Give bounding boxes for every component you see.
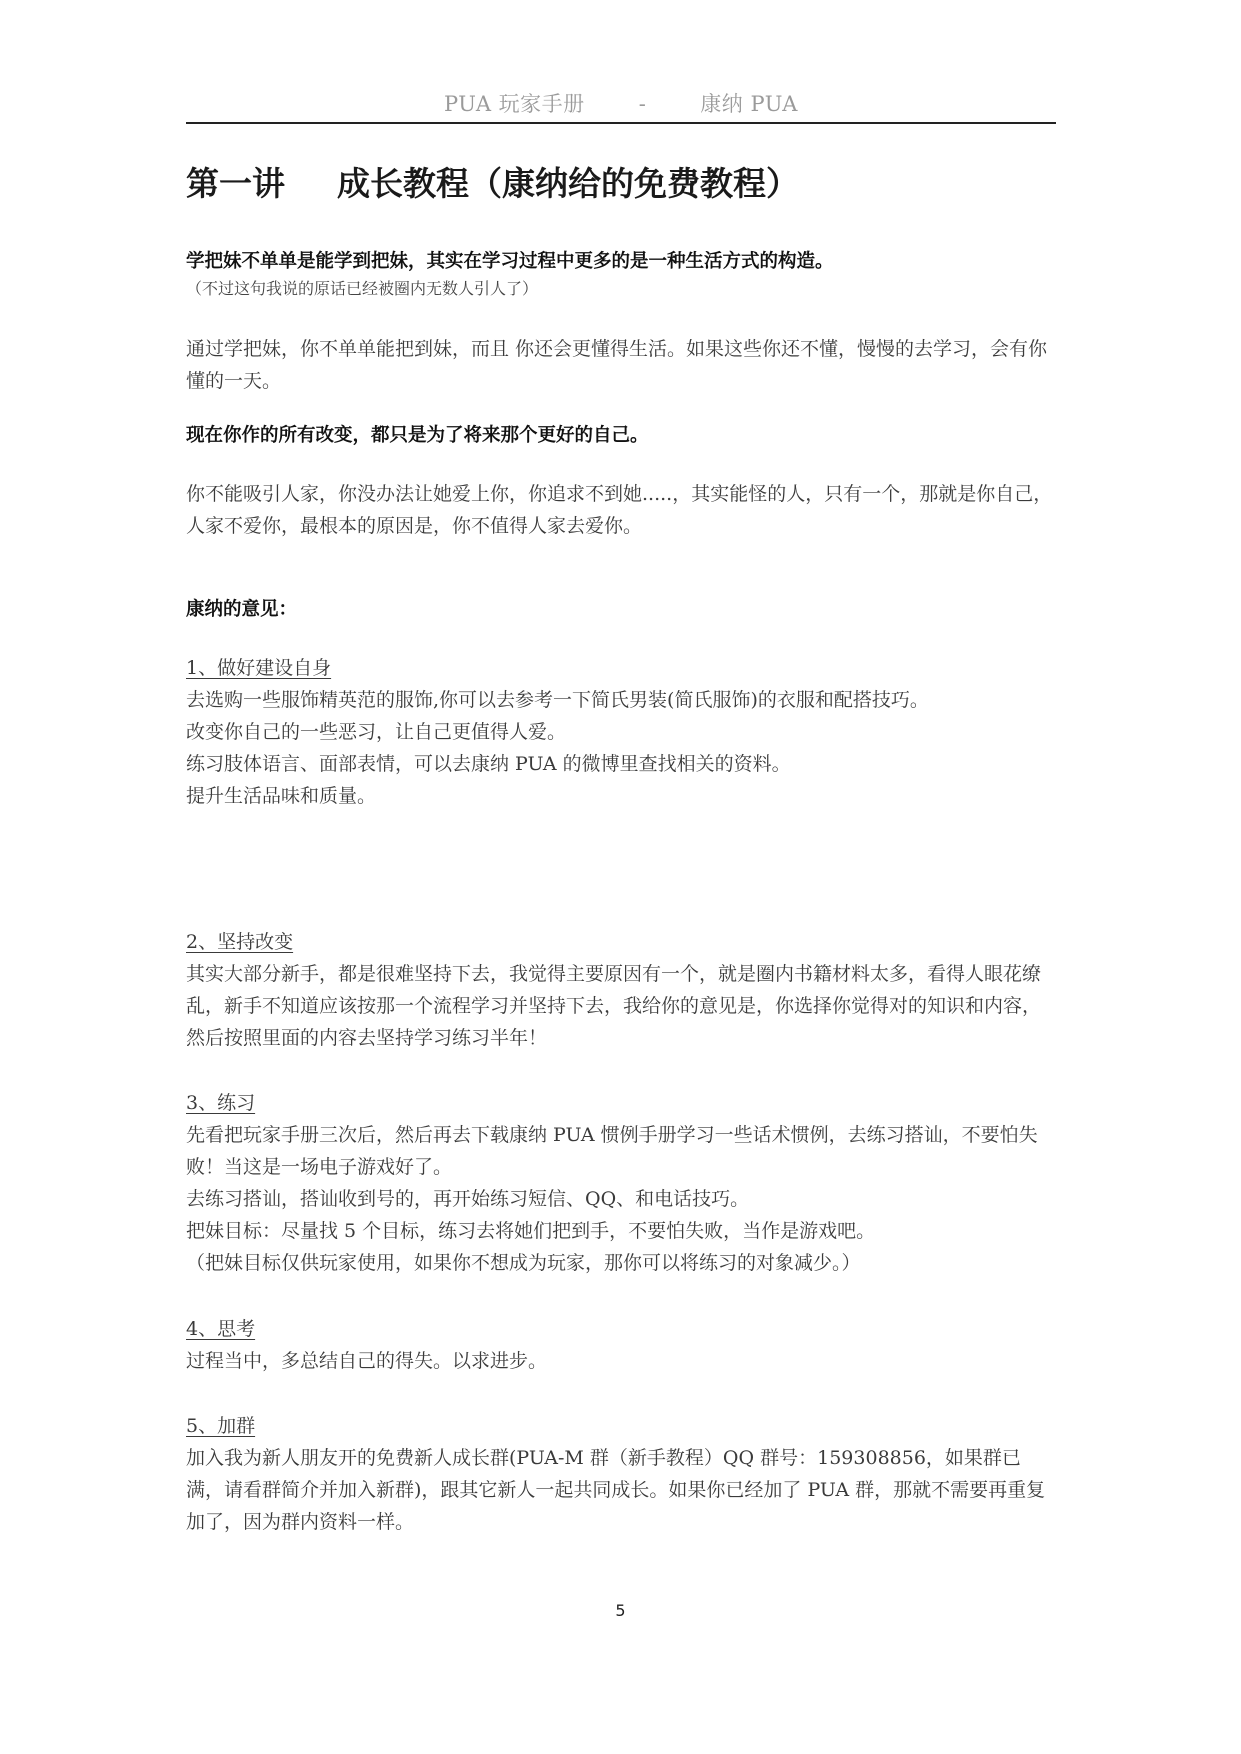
- header-separator: -: [638, 92, 647, 116]
- section-3-heading: 3、练习: [186, 1092, 256, 1114]
- chapter-title-text: 成长教程（康纳给的免费教程）: [337, 164, 799, 203]
- intro-block: [186, 246, 1056, 300]
- section-1-line-4: 提升生活品味和质量。: [186, 785, 377, 807]
- section-1-heading: 1、做好建设自身: [186, 657, 332, 679]
- section-4-line-1: 过程当中，多总结自己的得失。以求进步。: [186, 1350, 548, 1372]
- section-2-heading: 2、坚持改变: [186, 931, 294, 953]
- section-3-line-4: （把妹目标仅供玩家使用，如果你不想成为玩家，那你可以将练习的对象减少。）: [186, 1252, 861, 1274]
- section-1-line-3: 练习肢体语言、面部表情，可以去康纳 PUA 的微博里查找相关的资料。: [186, 753, 791, 775]
- paragraph-1: 通过学把妹，你不单单能把到妹，而且 你还会更懂得生活。如果这些你还不懂，慢慢的去学习，会有你懂的一天。: [186, 338, 1048, 392]
- section-2: [186, 926, 1056, 1054]
- section-3-line-1: 先看把玩家手册三次后，然后再去下载康纳 PUA 惯例手册学习一些话术惯例，去练习搭讪，不要怕失败！当这是一场电子游戏好了。: [186, 1124, 1038, 1178]
- bold-statement: 现在你作的所有改变，都只是为了将来那个更好的自己。: [186, 425, 649, 446]
- intro-note: （不过这句我说的原话已经被圈内无数人引人了）: [186, 279, 539, 298]
- intro-bold: 学把妹不单单是能学到把妹，其实在学习过程中更多的是一种生活方式的构造。: [186, 251, 834, 272]
- section-5-heading: 5、加群: [186, 1415, 256, 1437]
- section-3-line-2: 去练习搭讪，搭讪收到号的，再开始练习短信、QQ、和电话技巧。: [186, 1188, 750, 1210]
- section-2-line-1: 其实大部分新手，都是很难坚持下去，我觉得主要原因有一个，就是圈内书籍材料太多，看得人眼花缭乱，新手不知道应该按那一个流程学习并坚持下去，我给你的意见是，你选择你觉得对的知识和内容，然后按照里面的内容去坚持学习练习半年！: [186, 963, 1042, 1049]
- section-1: [186, 652, 1056, 812]
- section-3: [186, 1087, 1056, 1279]
- header-right: 康纳 PUA: [700, 92, 798, 116]
- running-header: [186, 88, 1056, 124]
- section-1-line-2: 改变你自己的一些恶习，让自己更值得人爱。: [186, 721, 567, 743]
- chapter-number: 第一讲: [186, 164, 285, 203]
- section-1-line-1: 去选购一些服饰精英范的服饰,你可以去参考一下简氏男装(简氏服饰)的衣服和配搭技巧。: [186, 689, 929, 711]
- opinion-title: 康纳的意见：: [186, 599, 298, 620]
- chapter-title: [186, 158, 799, 205]
- section-5: [186, 1410, 1056, 1538]
- section-3-line-3: 把妹目标：尽量找 5 个目标，练习去将她们把到手，不要怕失败，当作是游戏吧。: [186, 1220, 876, 1242]
- paragraph-2: 你不能吸引人家，你没办法让她爱上你，你追求不到她.....，其实能怪的人，只有一个，那就是你自己，人家不爱你，最根本的原因是，你不值得人家去爱你。: [186, 483, 1053, 537]
- section-5-line-1: 加入我为新人朋友开的免费新人成长群(PUA-M 群（新手教程）QQ 群号：159308856，如果群已满，请看群简介并加入新群)，跟其它新人一起共同成长。如果你已经加了 PUA 群，那就不需要再重复加了，因为群内资料一样。: [186, 1447, 1046, 1533]
- page-number: 5: [615, 1601, 626, 1620]
- section-4-heading: 4、思考: [186, 1318, 256, 1340]
- header-left: PUA 玩家手册: [444, 92, 585, 116]
- section-4: [186, 1313, 1056, 1377]
